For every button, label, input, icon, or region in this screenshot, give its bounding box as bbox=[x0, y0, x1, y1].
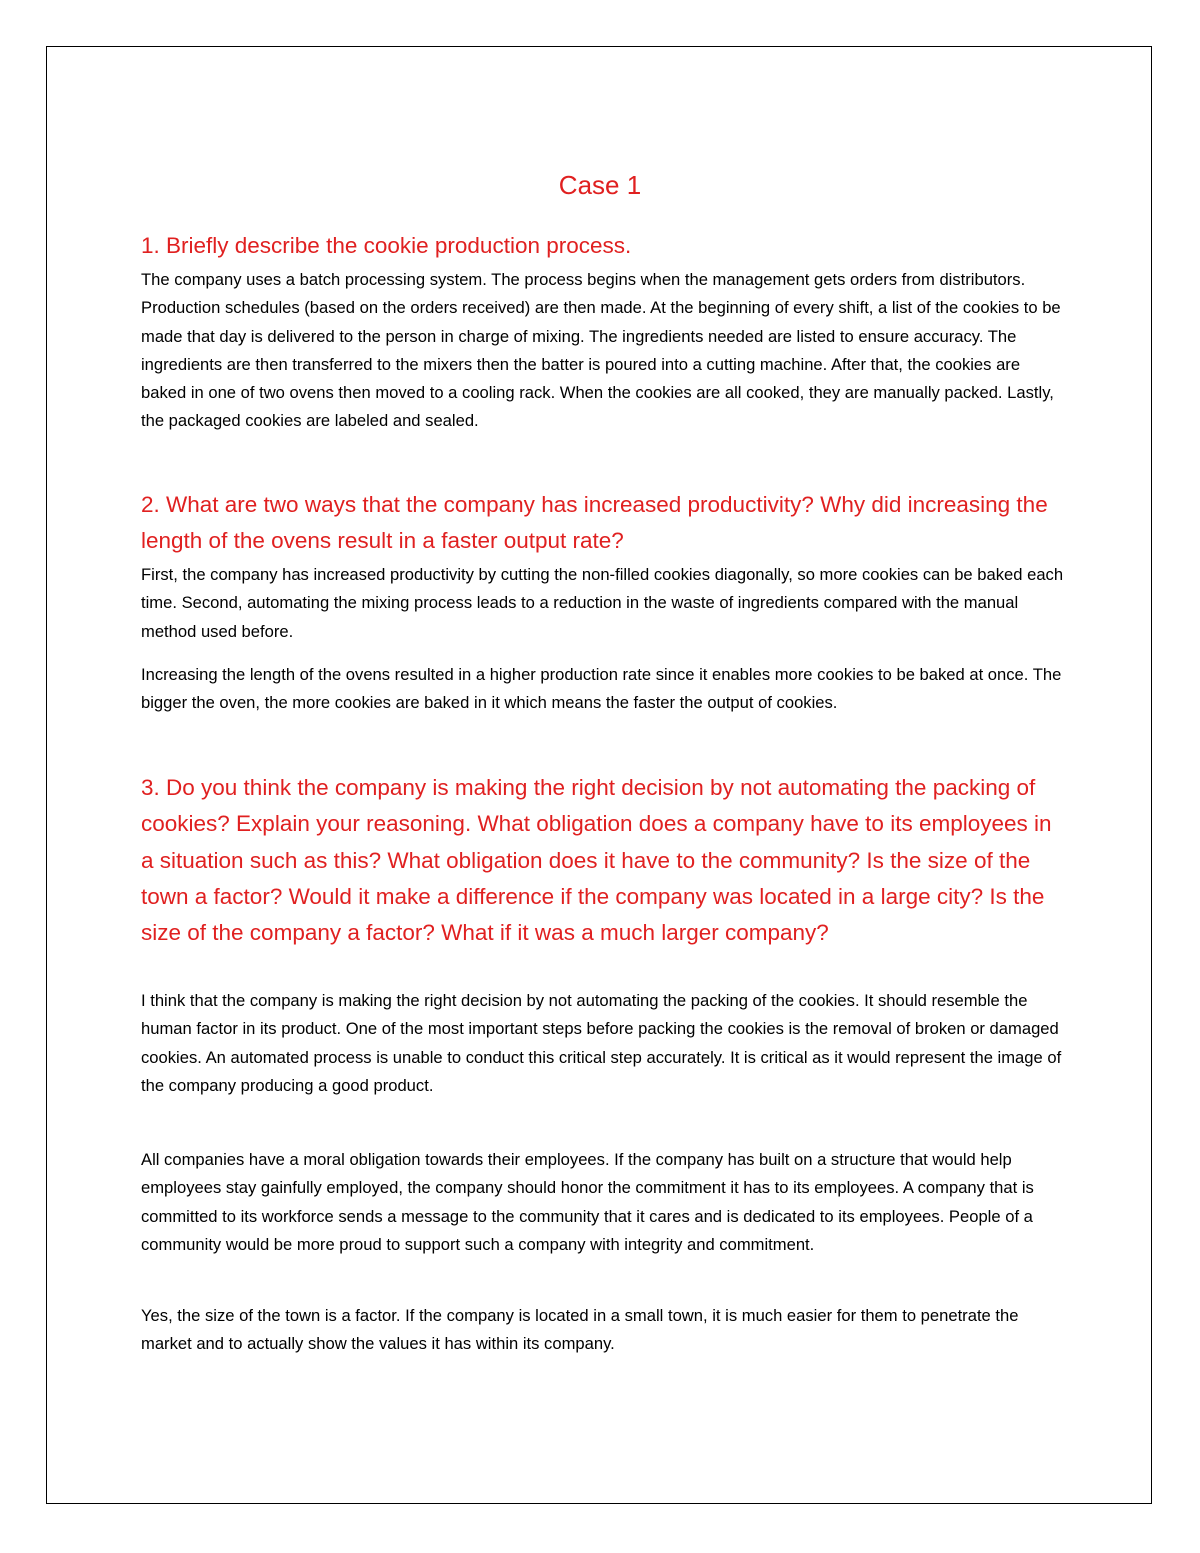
answer-2-paragraph-1: First, the company has increased productivity by cutting the non-filled cookies diagonally, so more cookies can be baked each time. Second, automating the mixing process leads to a reduction in the waste of ingredients compared with the manual method used before. bbox=[141, 565, 1064, 641]
answer-3-paragraph-3: Yes, the size of the town is a factor. If the company is located in a small town, it is much easier for them to penetrate the market and to actually show the values it has within its company. bbox=[141, 1306, 1019, 1354]
question-2: 2. What are two ways that the company has increased productivity? Why did increasing the length of the ovens result in a faster output rate? bbox=[141, 492, 1048, 554]
answer-3-paragraph-1: I think that the company is making the right decision by not automating the packing of the cookies. It should resemble the human factor in its product. One of the most important steps before packing the cookies is the removal of broken or damaged cookies. An automated process is unable to conduct this critical step accurately. It is critical as it would represent the image of the company producing a good product. bbox=[141, 991, 1062, 1095]
question-1: 1. Briefly describe the cookie production process. bbox=[141, 233, 632, 258]
answer-3-paragraph-2: All companies have a moral obligation towards their employees. If the company has built on a structure that would help employees stay gainfully employed, the company should honor the commitment it has to its employees. A company that is committed to its workforce sends a message to the community that it cares and is dedicated to its employees. People of a community would be more proud to support such a company with integrity and commitment. bbox=[141, 1150, 1034, 1254]
answer-2-paragraph-2: Increasing the length of the ovens resulted in a higher production rate since it enables more cookies to be baked at once. The bigger the oven, the more cookies are baked in it which means the faster the output of cookies. bbox=[141, 665, 1062, 713]
answer-1-paragraph-1: The company uses a batch processing system. The process begins when the management gets orders from distributors. Production schedules (based on the orders received) are then made. At the beginning of every shift, a list of the cookies to be made that day is delivered to the person in charge of mixing. The ingredients needed are listed to ensure accuracy. The ingredients are then transferred to the mixers then the batter is poured into a cutting machine. After that, the cookies are baked in one of two ovens then moved to a cooling rack. When the cookies are all cooked, they are manually packed. Lastly, the packaged cookies are labeled and sealed. bbox=[141, 270, 1061, 431]
question-3: 3. Do you think the company is making the right decision by not automating the packing of cookies? Explain your reasoning. What obligation does a company have to its employees in a situation such as this? What obligation does it have to the community? Is the size of the town a factor? Would it make a difference if the company was located in a large city? Is the size of the company a factor? What if it was a much larger company? bbox=[141, 775, 1052, 946]
document-title: Case 1 bbox=[558, 170, 642, 200]
